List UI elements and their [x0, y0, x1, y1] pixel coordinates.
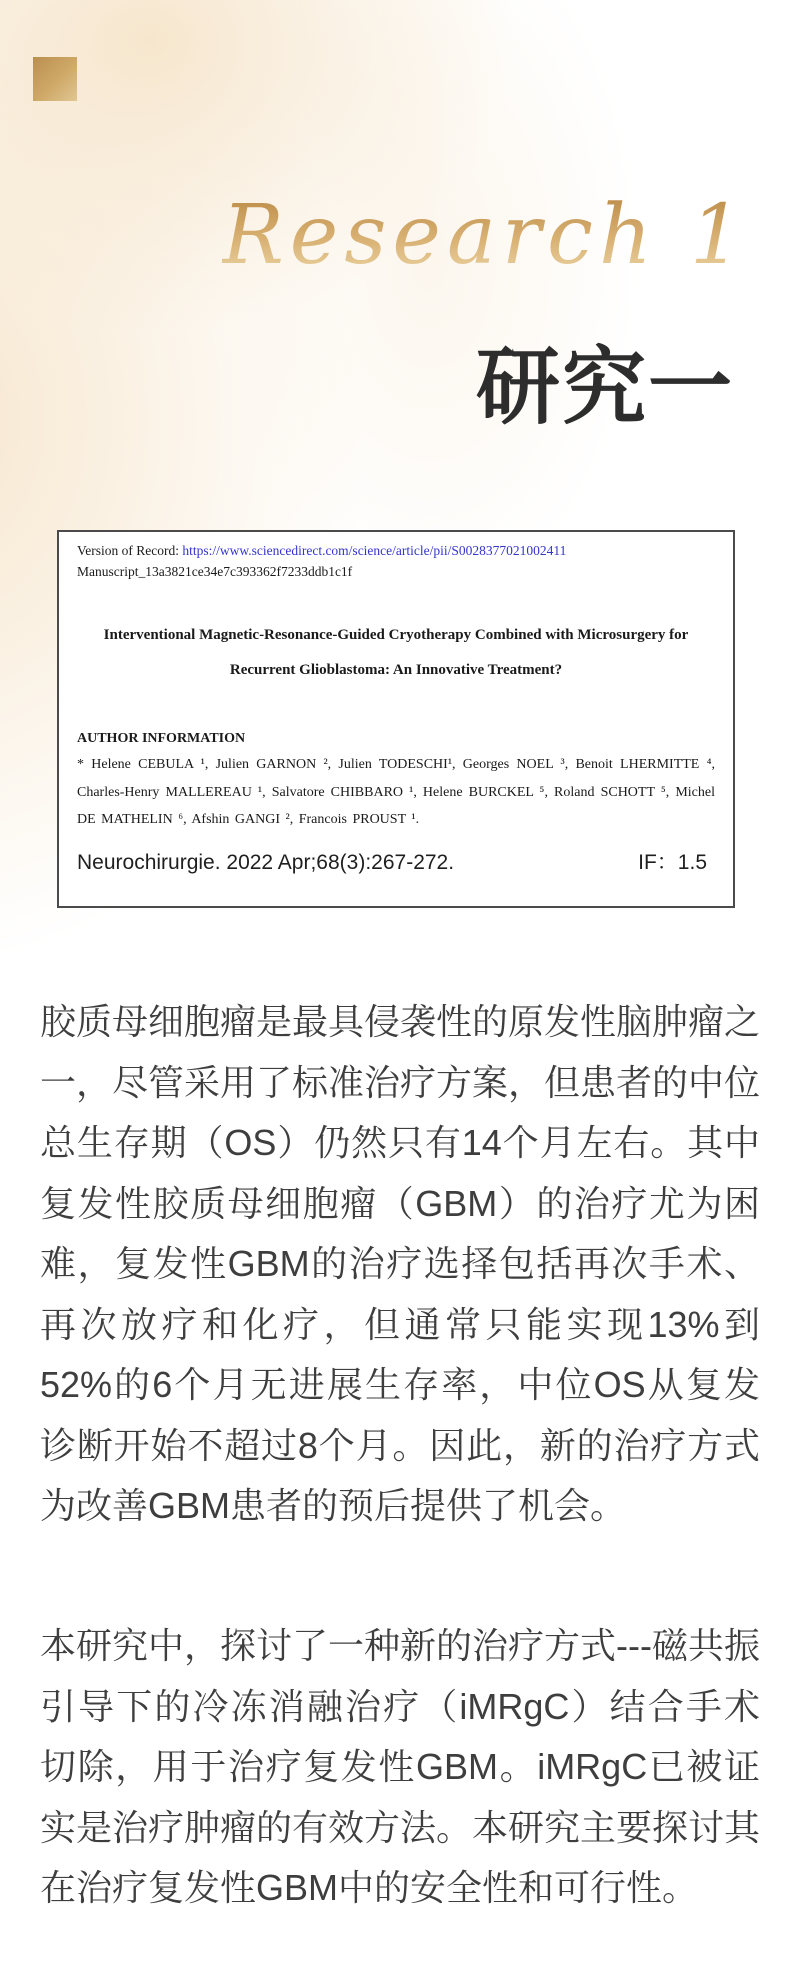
body-paragraph-1: 胶质母细胞瘤是最具侵袭性的原发性脑肿瘤之一，尽管采用了标准治疗方案，但患者的中位总生存期（OS）仍然只有14个月左右。其中复发性胶质母细胞瘤（GBM）的治疗尤为困难，复发性GBM的治疗选择包括再次手术、再次放疗和化疗，但通常只能实现13%到52%的6个月无进展生存率，中位OS从复发诊断开始不超过8个月。因此，新的治疗方式为改善GBM患者的预后提供了机会。 — [40, 1001, 761, 1526]
paper-title: Interventional Magnetic-Resonance-Guided Cryotherapy Combined with Microsurgery for Recurrent Glioblastoma: An Innovative Treatment? — [103, 627, 689, 678]
body-paragraph-2: 本研究中，探讨了一种新的治疗方式---磁共振引导下的冷冻消融治疗（iMRgC）结合手术切除，用于治疗复发性GBM。iMRgC已被证实是治疗肿瘤的有效方法。本研究主要探讨其在治疗复发性GBM中的安全性和可行性。 — [40, 1625, 761, 1908]
impact-factor: IF：1.5 — [638, 850, 707, 874]
section-title-chinese: 研究一 — [475, 337, 734, 436]
version-of-record-label: Version of Record: — [77, 543, 183, 558]
gold-square-decoration — [33, 57, 77, 101]
journal-citation: Neurochirurgie. 2022 Apr;68(3):267-272. — [77, 850, 455, 874]
journal-row — [77, 846, 715, 876]
version-of-record-line — [77, 540, 715, 561]
author-information-heading: AUTHOR INFORMATION — [77, 731, 246, 746]
author-list: * Helene CEBULA ¹, Julien GARNON ², Julien TODESCHI¹, Georges NOEL ³, Benoit LHERMITTE ⁴, Charles-Henry MALLEREAU ¹, Salvatore CHIBBARO ¹, Helene BURCKEL ⁵, Roland SCHOTT ⁵, Michel DE MATHELIN ⁶, Afshin GANGI ², Francois PROUST ¹. — [77, 757, 715, 827]
research-script-title: Research 1 — [222, 188, 748, 283]
paper-citation-card — [57, 530, 735, 908]
manuscript-id: Manuscript_13a3821ce34e7c393362f7233ddb1c1f — [77, 564, 353, 579]
sciencedirect-article-link[interactable]: https://www.sciencedirect.com/science/article/pii/S0028377021002411 — [182, 543, 567, 558]
